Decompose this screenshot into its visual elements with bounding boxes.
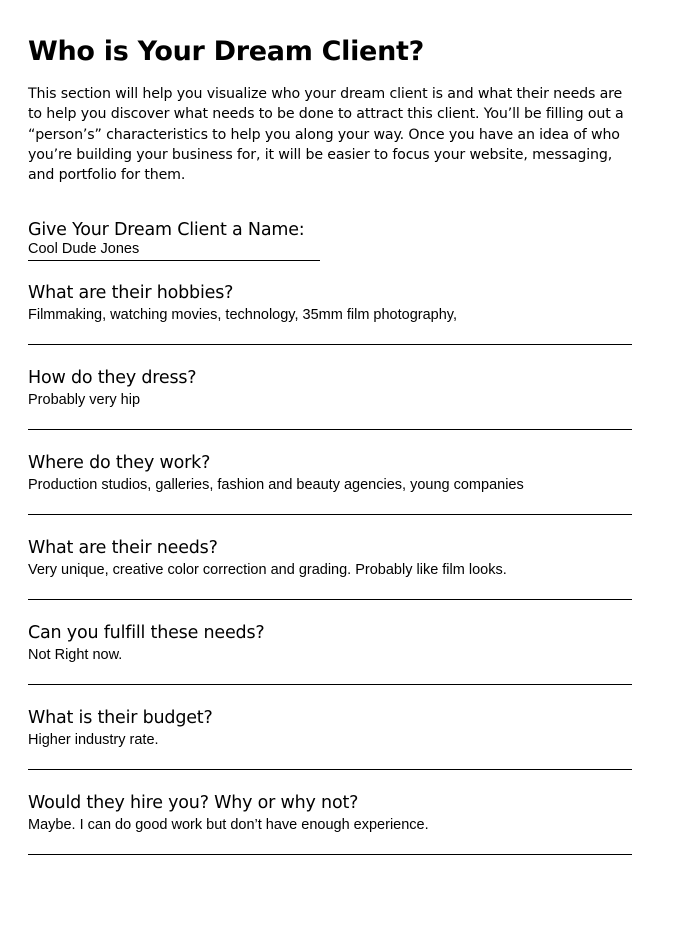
question-label: What is their budget? (28, 708, 213, 729)
answer-underline (28, 514, 632, 515)
question-label: Where do they work? (28, 453, 211, 474)
answer-underline (28, 854, 632, 855)
answer-field[interactable]: Not Right now. (28, 647, 123, 664)
question-label: Would they hire you? Why or why not? (28, 793, 359, 814)
question-block-work (28, 453, 638, 515)
name-question: Give Your Dream Client a Name: (28, 220, 305, 241)
name-answer-field[interactable]: Cool Dude Jones (28, 241, 320, 261)
answer-underline (28, 684, 632, 685)
question-label: How do they dress? (28, 368, 197, 389)
intro-paragraph: This section will help you visualize who your dream client is and what their needs are to help you discover what needs to be done to attract this client. You’ll be filling out a “person’s” characteristics to help you along your way. Once you have an idea of who you’re building your business for, it will be easier to focus your website, messaging, and portfolio for them. (28, 86, 624, 184)
answer-field[interactable]: Maybe. I can do good work but don’t have enough experience. (28, 817, 429, 834)
question-block-hobbies (28, 283, 638, 345)
question-block-needs (28, 538, 638, 600)
answer-field[interactable]: Very unique, creative color correction and grading. Probably like film looks. (28, 562, 507, 579)
question-block-budget (28, 708, 638, 770)
answer-underline (28, 344, 632, 345)
question-label: What are their needs? (28, 538, 218, 559)
question-block-dress (28, 368, 638, 430)
page-title: Who is Your Dream Client? (28, 36, 424, 67)
answer-underline (28, 769, 632, 770)
question-block-fulfill (28, 623, 638, 685)
question-label: Can you fulfill these needs? (28, 623, 265, 644)
answer-field[interactable]: Probably very hip (28, 392, 141, 409)
answer-field[interactable]: Filmmaking, watching movies, technology, 35mm film photography, (28, 307, 458, 324)
name-section (28, 220, 638, 261)
answer-field[interactable]: Production studios, galleries, fashion and beauty agencies, young companies (28, 477, 524, 494)
worksheet-page (28, 30, 638, 855)
answer-field[interactable]: Higher industry rate. (28, 732, 159, 749)
question-label: What are their hobbies? (28, 283, 234, 304)
answer-underline (28, 599, 632, 600)
question-block-hire (28, 793, 638, 855)
answer-underline (28, 429, 632, 430)
